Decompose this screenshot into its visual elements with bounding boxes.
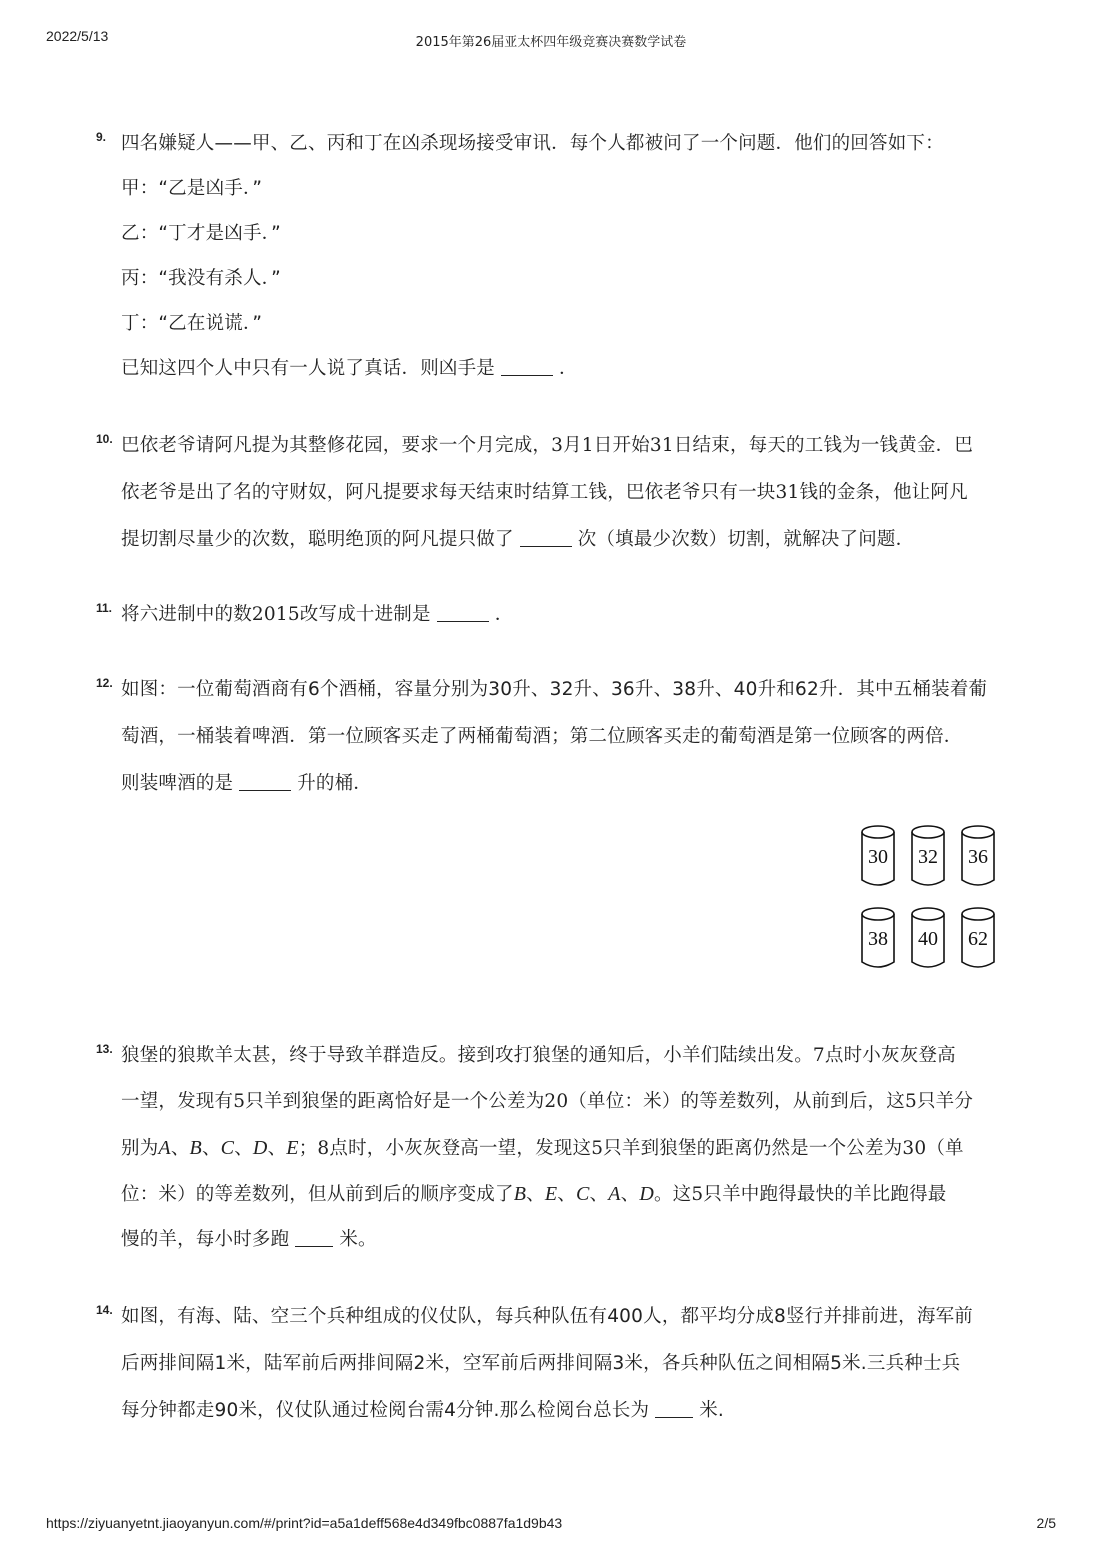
text-segment: 米。: [339, 1229, 377, 1250]
text-segment: 、: [557, 1184, 576, 1205]
question-text-line-2: [121, 481, 968, 505]
variable: B: [189, 1137, 202, 1159]
text-segment: 依老爷是出了名的守财奴，阿凡提要求每天结束时结算工钱，巴依老爷只有一块: [121, 482, 776, 503]
question-text-line-1: 如图，有海、陆、空三个兵种组成的仪仗队，每兵种队伍有400人，都平均分成8竖行并排前进，海军前: [121, 1306, 973, 1327]
statement-bing: 丙：“我没有杀人．”: [121, 268, 281, 289]
text-segment: 钱的金条，他让阿凡: [799, 482, 968, 503]
barrel-capacity: 36: [968, 846, 988, 868]
text-segment: 米.: [699, 1400, 724, 1421]
text-segment: 、: [526, 1184, 545, 1205]
statement-ding: 丁：“乙在说谎．”: [121, 313, 263, 334]
text-segment: 点时，小灰灰登高一望，发现这: [329, 1138, 592, 1159]
answer-blank[interactable]: [239, 772, 291, 791]
question-text-line-4: [121, 1182, 946, 1207]
text-segment: 位：米）的等差数列，但从前到后的顺序变成了: [121, 1184, 514, 1205]
barrel: [960, 824, 996, 886]
text-segment: 只羊分: [916, 1091, 974, 1112]
number: 5: [904, 1091, 917, 1112]
text-segment: 改写成十进制是: [299, 604, 431, 625]
number: 8: [317, 1138, 330, 1159]
text-segment: 、: [589, 1184, 609, 1205]
text-segment: 、: [170, 1138, 190, 1159]
variable: E: [544, 1183, 558, 1205]
text-segment: 提切割尽量少的次数，聪明绝顶的阿凡提只做了: [121, 529, 514, 550]
question-number: 9.: [96, 130, 107, 144]
question-text-line-1: 如图：一位葡萄酒商有6个酒桶，容量分别为30升、32升、36升、38升、40升和62升．其中五桶装着葡: [121, 679, 988, 700]
question-prompt: [121, 357, 578, 381]
question-text-line-3: [121, 1399, 724, 1423]
number: 30: [902, 1138, 927, 1159]
question-text-line-3: [121, 528, 914, 552]
question-number: 12.: [96, 676, 113, 690]
print-date: 2022/5/13: [46, 28, 109, 44]
text-segment: ．: [494, 604, 514, 625]
text-segment: 只羊到狼堡的距离恰好是一个公差为: [245, 1091, 545, 1112]
text-segment: （单位：米）的等差数列，从前到后，这: [568, 1091, 905, 1112]
question-text: [121, 603, 513, 627]
prompt-text: 已知这四个人中只有一人说了真话．则凶手是: [121, 358, 496, 379]
text-segment: 点时小灰灰登高: [824, 1045, 956, 1066]
text-segment: 只羊中跑得最快的羊比跑得最: [703, 1184, 947, 1205]
barrel: [860, 824, 896, 886]
barrel-capacity: 62: [968, 928, 988, 950]
text-segment: 一望，发现有: [121, 1091, 234, 1112]
text-segment: 只羊到狼堡的距离仍然是一个公差为: [603, 1138, 903, 1159]
text-segment: 别为: [121, 1138, 159, 1159]
question-text-line-2: 萄酒，一桶装着啤酒．第一位顾客买走了两桶葡萄酒；第二位顾客买走的葡萄酒是第一位顾客的两倍．: [121, 726, 963, 747]
number: 7: [812, 1045, 825, 1066]
text-segment: 日结束，每天的工钱为一钱黄金．巴: [673, 435, 974, 456]
number: 31: [775, 482, 800, 503]
number: 3: [551, 435, 564, 456]
text-segment: 狼堡的狼欺羊太甚，终于导致羊群造反。接到攻打狼堡的通知后，小羊们陆续出发。: [121, 1045, 813, 1066]
number: 2015: [251, 604, 300, 625]
number: 31: [649, 435, 674, 456]
text-segment: （单: [926, 1138, 964, 1159]
text-segment: 每分钟都走90米，仪仗队通过检阅台需4分钟.那么检阅台总长为: [121, 1400, 650, 1421]
barrels-figure: [860, 822, 1000, 977]
footer-url: https://ziyuanyetnt.jiaoyanyun.com/#/print?id=a5a1deff568e4d349fbc0887fa1d9b43: [46, 1515, 563, 1531]
text-segment: 、: [620, 1184, 640, 1205]
answer-blank[interactable]: [520, 528, 572, 547]
variable: A: [608, 1183, 621, 1205]
text-segment: 日开始: [593, 435, 650, 456]
text-segment: 。这: [653, 1184, 692, 1205]
text-segment: 则装啤酒的是: [121, 773, 234, 794]
variable: B: [513, 1183, 527, 1205]
variable: D: [639, 1183, 654, 1205]
text-segment: 、: [234, 1138, 253, 1159]
variable: C: [220, 1137, 235, 1159]
text-segment: 巴依老爷请阿凡提为其整修花园，要求一个月完成，: [121, 435, 552, 456]
question-number: 13.: [96, 1042, 113, 1056]
question-text: 四名嫌疑人——甲、乙、丙和丁在凶杀现场接受审讯．每个人都被问了一个问题．他们的回答如下：: [121, 133, 944, 154]
number: 5: [591, 1138, 604, 1159]
question-text-line-1: [121, 1044, 956, 1068]
text-segment: 、: [201, 1138, 221, 1159]
answer-blank[interactable]: [501, 357, 553, 376]
text-segment: 慢的羊，每小时多跑: [121, 1229, 290, 1250]
number: 20: [544, 1091, 569, 1112]
text-segment: 、: [267, 1138, 287, 1159]
number: 5: [691, 1184, 704, 1205]
question-text-line-2: [121, 1090, 973, 1114]
number: 1: [581, 435, 594, 456]
answer-blank[interactable]: [437, 603, 489, 622]
answer-blank[interactable]: [655, 1399, 693, 1418]
text-segment: 月: [563, 435, 582, 456]
statement-yi: 乙：“丁才是凶手．”: [121, 223, 281, 244]
document-title: 2015年第26届亚太杯四年级竞赛决赛数学试卷: [415, 35, 687, 50]
question-number: 11.: [96, 601, 113, 615]
barrel: [910, 824, 946, 886]
question-text-line-3: [121, 1136, 964, 1161]
barrel: [960, 906, 996, 968]
prompt-end: ．: [559, 358, 578, 379]
text-segment: ；: [298, 1138, 318, 1159]
barrel: [860, 906, 896, 968]
barrel-capacity: 40: [918, 928, 938, 950]
question-number: 14.: [96, 1303, 113, 1317]
barrel-capacity: 32: [918, 846, 938, 868]
text-segment: 次（填最少次数）切割，就解决了问题．: [577, 529, 915, 550]
variable: D: [252, 1137, 268, 1159]
barrel-capacity: 30: [868, 846, 888, 868]
variable: C: [575, 1183, 590, 1205]
variable: E: [286, 1137, 299, 1159]
text-segment: 将六进制中的数: [121, 604, 252, 625]
question-text-line-3: [121, 772, 372, 796]
question-text-line-5: [121, 1228, 377, 1252]
page-number: 2/5: [1036, 1515, 1056, 1531]
answer-blank[interactable]: [295, 1228, 333, 1247]
number: 5: [233, 1091, 246, 1112]
question-number: 10.: [96, 432, 113, 446]
text-segment: 升的桶．: [297, 773, 373, 794]
question-text-line-2: 后两排间隔1米，陆军前后两排间隔2米，空军前后两排间隔3米，各兵种队伍之间相隔5米.三兵种士兵: [121, 1353, 961, 1374]
barrel-capacity: 38: [868, 928, 888, 950]
variable: A: [158, 1137, 171, 1159]
question-text-line-1: [121, 434, 973, 458]
statement-jia: 甲：“乙是凶手．”: [121, 178, 263, 199]
barrel: [910, 906, 946, 968]
